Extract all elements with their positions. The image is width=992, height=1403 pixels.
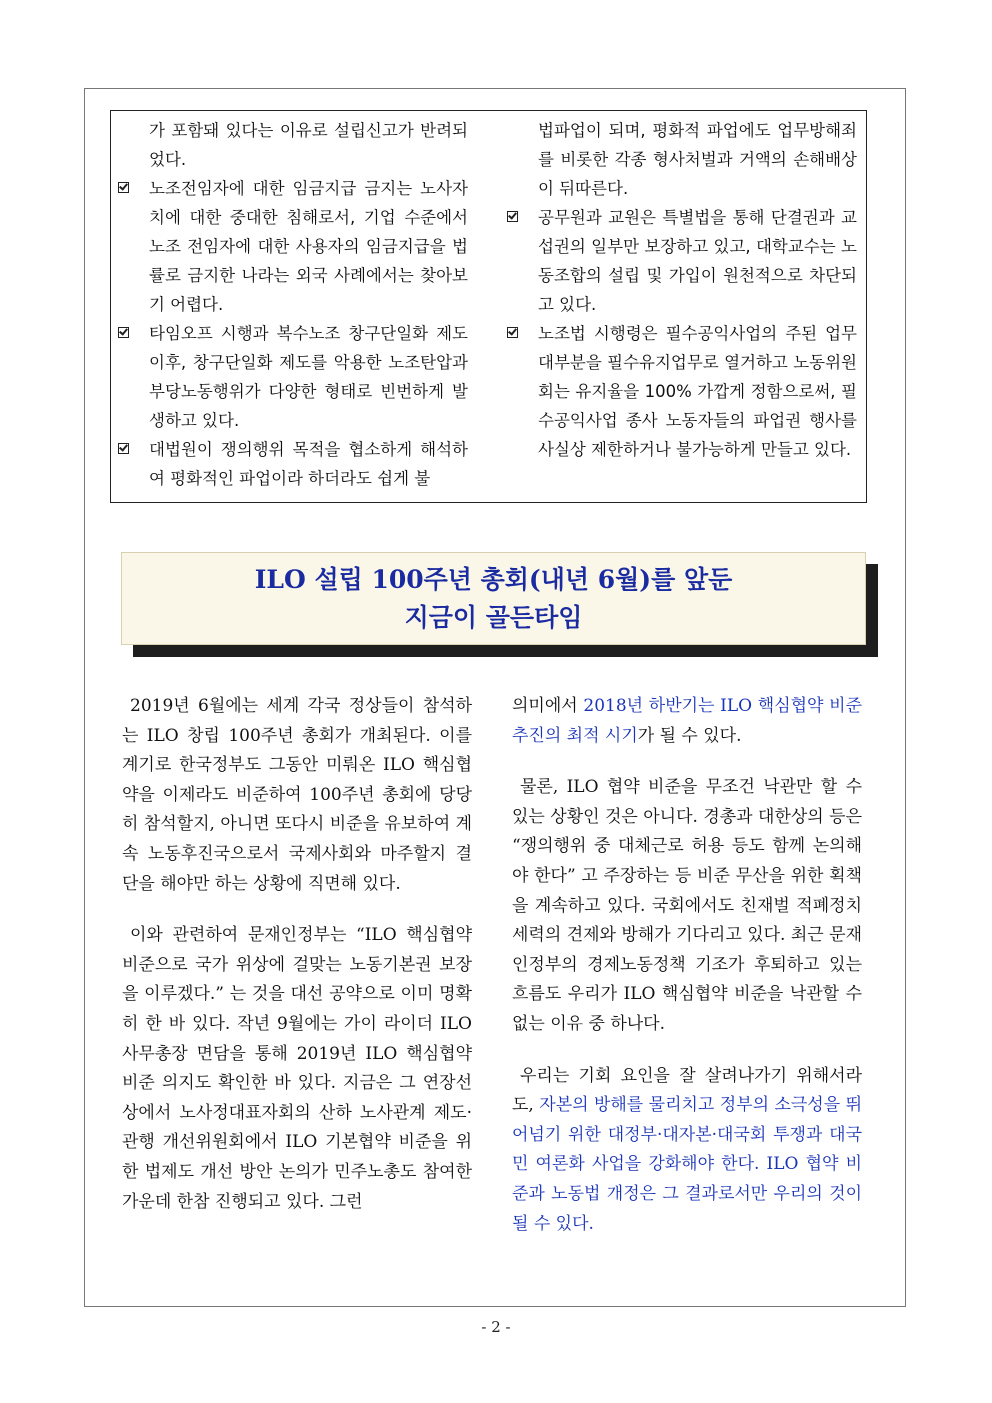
page-number: - 2 - xyxy=(481,1318,511,1336)
issues-left-column xyxy=(118,116,468,493)
list-item: 노조법 시행령은 필수공익사업의 주된 업무 대부분을 필수유지업무로 열거하고 노동위원회는 유지율을 100% 가깝게 정함으로써, 필수공익사업 종사 노동자들의 파업권 행사를 사실상 제한하거나 불가능하게 만들고 있다. xyxy=(507,319,857,464)
heading-line-1: ILO 설립 100주년 총회(내년 6월)를 앞둔 xyxy=(254,564,733,594)
highlight-text: 자본의 방해를 물리치고 정부의 소극성을 뛰어넘기 위한 대정부·대자본·대국회 투쟁과 대국민 여론화 사업을 강화해야 한다. ILO 협약 비준과 노동법 개정은 그 결과로서만 우리의 것이 될 수 있다. xyxy=(512,1095,862,1234)
paragraph: 의미에서 2018년 하반기는 ILO 핵심협약 비준 추진의 최적 시기가 될 수 있다. xyxy=(512,696,863,746)
checkbox-icon xyxy=(118,182,129,193)
checkbox-icon xyxy=(507,327,518,338)
list-item: 가 포함돼 있다는 이유로 설립신고가 반려되었다. xyxy=(149,121,468,169)
list-item: 타임오프 시행과 복수노조 창구단일화 제도 이후, 창구단일화 제도를 악용한 노조탄압과 부당노동행위가 다양한 형태로 빈번하게 발생하고 있다. xyxy=(118,319,468,435)
highlight-text: 2018년 하반기는 ILO 핵심협약 비준 추진의 최적 시기 xyxy=(512,696,863,746)
list-item: 대법원이 쟁의행위 목적을 협소하게 해석하여 평화적인 파업이라 하더라도 쉽게 불 xyxy=(118,435,468,493)
list-item: 공무원과 교원은 특별법을 통해 단결권과 교섭권의 일부만 보장하고 있고, 대학교수는 노동조합의 설립 및 가입이 원천적으로 차단되고 있다. xyxy=(507,203,857,319)
body-right-column xyxy=(512,692,862,1261)
heading-line-2: 지금이 골든타임 xyxy=(404,602,583,632)
checkbox-icon xyxy=(118,327,129,338)
list-item: 노조전임자에 대한 임금지급 금지는 노사자치에 대한 중대한 침해로서, 기업 수준에서 노조 전임자에 대한 사용자의 임금지급을 법률로 금지한 나라는 외국 사례에서는 찾아보기 어렵다. xyxy=(118,174,468,319)
issues-right-column xyxy=(507,116,857,464)
section-heading xyxy=(121,552,866,645)
list-item: 법파업이 되며, 평화적 파업에도 업무방해죄를 비롯한 각종 형사처벌과 거액의 손해배상이 뒤따른다. xyxy=(538,121,857,198)
paragraph: 2019년 6월에는 세계 각국 정상들이 참석하는 ILO 창립 100주년 총회가 개최된다. 이를 계기로 한국정부도 그동안 미뤄온 ILO 핵심협약을 이제라도 비준하여 100주년 총회에 당당히 참석할지, 아니면 또다시 비준을 유보하여 계속 노동후진국으로서 국제사회와 마주할지 결단을 해야만 하는 상황에 직면해 있다. xyxy=(122,696,472,894)
checkbox-icon xyxy=(118,443,129,454)
paragraph: 물론, ILO 협약 비준을 무조건 낙관만 할 수 있는 상황인 것은 아니다. 경총과 대한상의 등은 “쟁의행위 중 대체근로 허용 등도 함께 논의해야 한다” 고 주장하는 등 비준 무산을 위한 획책을 계속하고 있다. 국회에서도 친재벌 적폐정치세력의 견제와 방해가 기다리고 있다. 최근 문재인정부의 경제노동정책 기조가 후퇴하고 있는 흐름도 우리가 ILO 핵심협약 비준을 낙관할 수 없는 이유 중 하나다. xyxy=(512,777,862,1034)
body-left-column xyxy=(122,692,472,1239)
checkbox-icon xyxy=(507,211,518,222)
paragraph: 우리는 기회 요인을 잘 살려나가기 위해서라도, 자본의 방해를 물리치고 정부의 소극성을 뛰어넘기 위한 대정부·대자본·대국회 투쟁과 대국민 여론화 사업을 강화해야 한다. ILO 협약 비준과 노동법 개정은 그 결과로서만 우리의 것이 될 수 있다. xyxy=(512,1065,862,1234)
paragraph: 이와 관련하여 문재인정부는 “ILO 핵심협약 비준으로 국가 위상에 걸맞는 노동기본권 보장을 이루겠다.” 는 것을 대선 공약으로 이미 명확히 한 바 있다. 작년 9월에는 가이 라이더 ILO 사무총장 면담을 통해 2019년 ILO 핵심협약 비준 의지도 확인한 바 있다. 지금은 그 연장선상에서 노사정대표자회의 산하 노사관계 제도·관행 개선위원회에서 ILO 기본협약 비준을 위한 법제도 개선 방안 논의가 민주노총도 참여한 가운데 한참 진행되고 있다. 그런 xyxy=(122,925,472,1212)
